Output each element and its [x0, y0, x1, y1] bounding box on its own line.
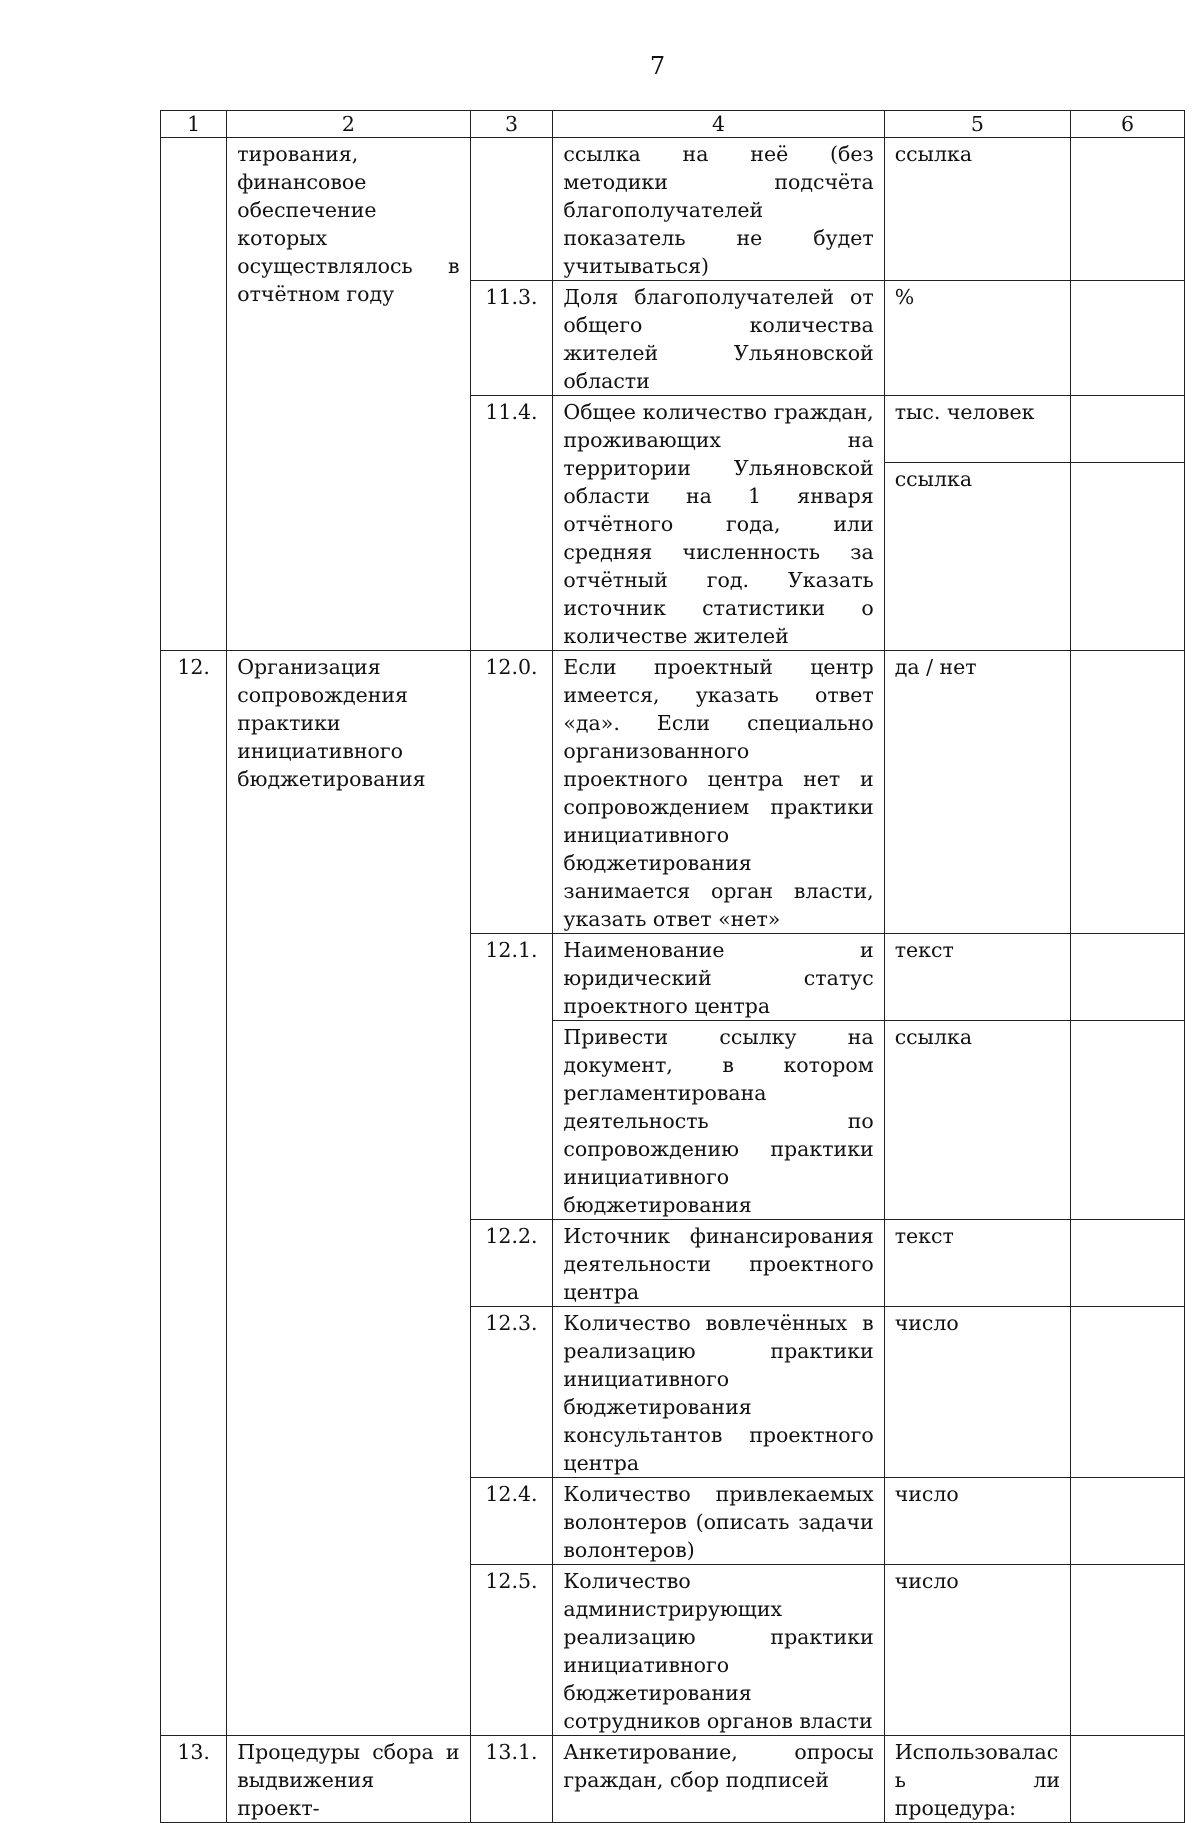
- value-type-cell: ссылка: [884, 1021, 1070, 1220]
- table-header-row: [161, 111, 1185, 138]
- indicator-text-cell: Общее количество граждан, проживающих на территории Ульяновской области на 1 января отчётного года, или средняя численность за отчётный год. Указать источник статистики о количестве жителей: [553, 396, 884, 651]
- indicator-number-cell: [470, 138, 553, 281]
- value-type-cell: число: [884, 1565, 1070, 1736]
- value-type-cell: текст: [884, 1220, 1070, 1307]
- section-number-cell: [161, 138, 227, 651]
- section-number-cell: 12.: [161, 651, 227, 1736]
- indicator-text-cell: ссылка на неё (без методики подсчёта благополучателей показатель не будет учитываться): [553, 138, 884, 281]
- criterion-cell: Процедуры сбора и выдвижения проект-: [227, 1736, 470, 1823]
- value-type-cell: да / нет: [884, 651, 1070, 934]
- indicator-number-cell: 12.0.: [470, 651, 553, 934]
- table-row: [161, 651, 1185, 934]
- criterion-cell: Организация сопровождения практики инициативного бюджетирования: [227, 651, 470, 1736]
- table-row: [161, 138, 1185, 281]
- value-type-cell: %: [884, 281, 1070, 396]
- table-row: [161, 1736, 1185, 1823]
- value-type-cell: текст: [884, 934, 1070, 1021]
- indicator-text-cell: Источник финансирования деятельности проектного центра: [553, 1220, 884, 1307]
- indicator-number-cell: 11.3.: [470, 281, 553, 396]
- value-cell: [1071, 1021, 1185, 1220]
- value-cell: [1071, 396, 1185, 463]
- value-type-cell: число: [884, 1478, 1070, 1565]
- value-cell: [1071, 651, 1185, 934]
- indicator-text-cell: Количество вовлечённых в реализацию практики инициативного бюджетирования консультантов проектного центра: [553, 1307, 884, 1478]
- value-type-cell: ссылка: [884, 462, 1070, 650]
- value-cell: [1071, 138, 1185, 281]
- value-type-cell: Использовалась ли процедура:: [884, 1736, 1070, 1823]
- column-header-5: 5: [884, 111, 1070, 138]
- indicator-number-cell: 11.4.: [470, 396, 553, 651]
- column-header-4: 4: [553, 111, 884, 138]
- indicator-number-cell: 12.4.: [470, 1478, 553, 1565]
- value-type-cell: число: [884, 1307, 1070, 1478]
- value-cell: [1071, 462, 1185, 650]
- indicator-text-cell: Если проектный центр имеется, указать ответ «да». Если специально организованного проектного центра нет и сопровождением практики инициативного бюджетирования занимается орган власти, указать ответ «нет»: [553, 651, 884, 934]
- value-cell: [1071, 1478, 1185, 1565]
- column-header-1: 1: [161, 111, 227, 138]
- indicator-number-cell: 12.2.: [470, 1220, 553, 1307]
- value-cell: [1071, 1736, 1185, 1823]
- indicator-text-cell: Привести ссылку на документ, в котором регламентирована деятельность по сопровождению практики инициативного бюджетирования: [553, 1021, 884, 1220]
- indicator-text-cell: Анкетирование, опросы граждан, сбор подписей: [553, 1736, 884, 1823]
- indicator-text-cell: Наименование и юридический статус проектного центра: [553, 934, 884, 1021]
- indicator-text-cell: Количество администрирующих реализацию практики инициативного бюджетирования сотрудников органов власти: [553, 1565, 884, 1736]
- value-cell: [1071, 281, 1185, 396]
- value-cell: [1071, 934, 1185, 1021]
- section-number-cell: 13.: [161, 1736, 227, 1823]
- value-cell: [1071, 1565, 1185, 1736]
- indicator-number-cell: 13.1.: [470, 1736, 553, 1823]
- criterion-cell: тирования, финансовое обеспечение которых осуществлялось в отчётном году: [227, 138, 470, 651]
- column-header-6: 6: [1071, 111, 1185, 138]
- indicator-number-cell: 12.5.: [470, 1565, 553, 1736]
- column-header-2: 2: [227, 111, 470, 138]
- value-cell: [1071, 1220, 1185, 1307]
- page-number: 7: [649, 52, 666, 80]
- value-type-cell: ссылка: [884, 138, 1070, 281]
- indicator-number-cell: 12.3.: [470, 1307, 553, 1478]
- value-cell: [1071, 1307, 1185, 1478]
- indicator-text-cell: Количество привлекаемых волонтеров (описать задачи волонтеров): [553, 1478, 884, 1565]
- column-header-3: 3: [470, 111, 553, 138]
- criteria-table: [160, 110, 1185, 1823]
- indicator-number-cell: 12.1.: [470, 934, 553, 1220]
- value-type-cell: тыс. человек: [884, 396, 1070, 463]
- indicator-text-cell: Доля благополучателей от общего количества жителей Ульяновской области: [553, 281, 884, 396]
